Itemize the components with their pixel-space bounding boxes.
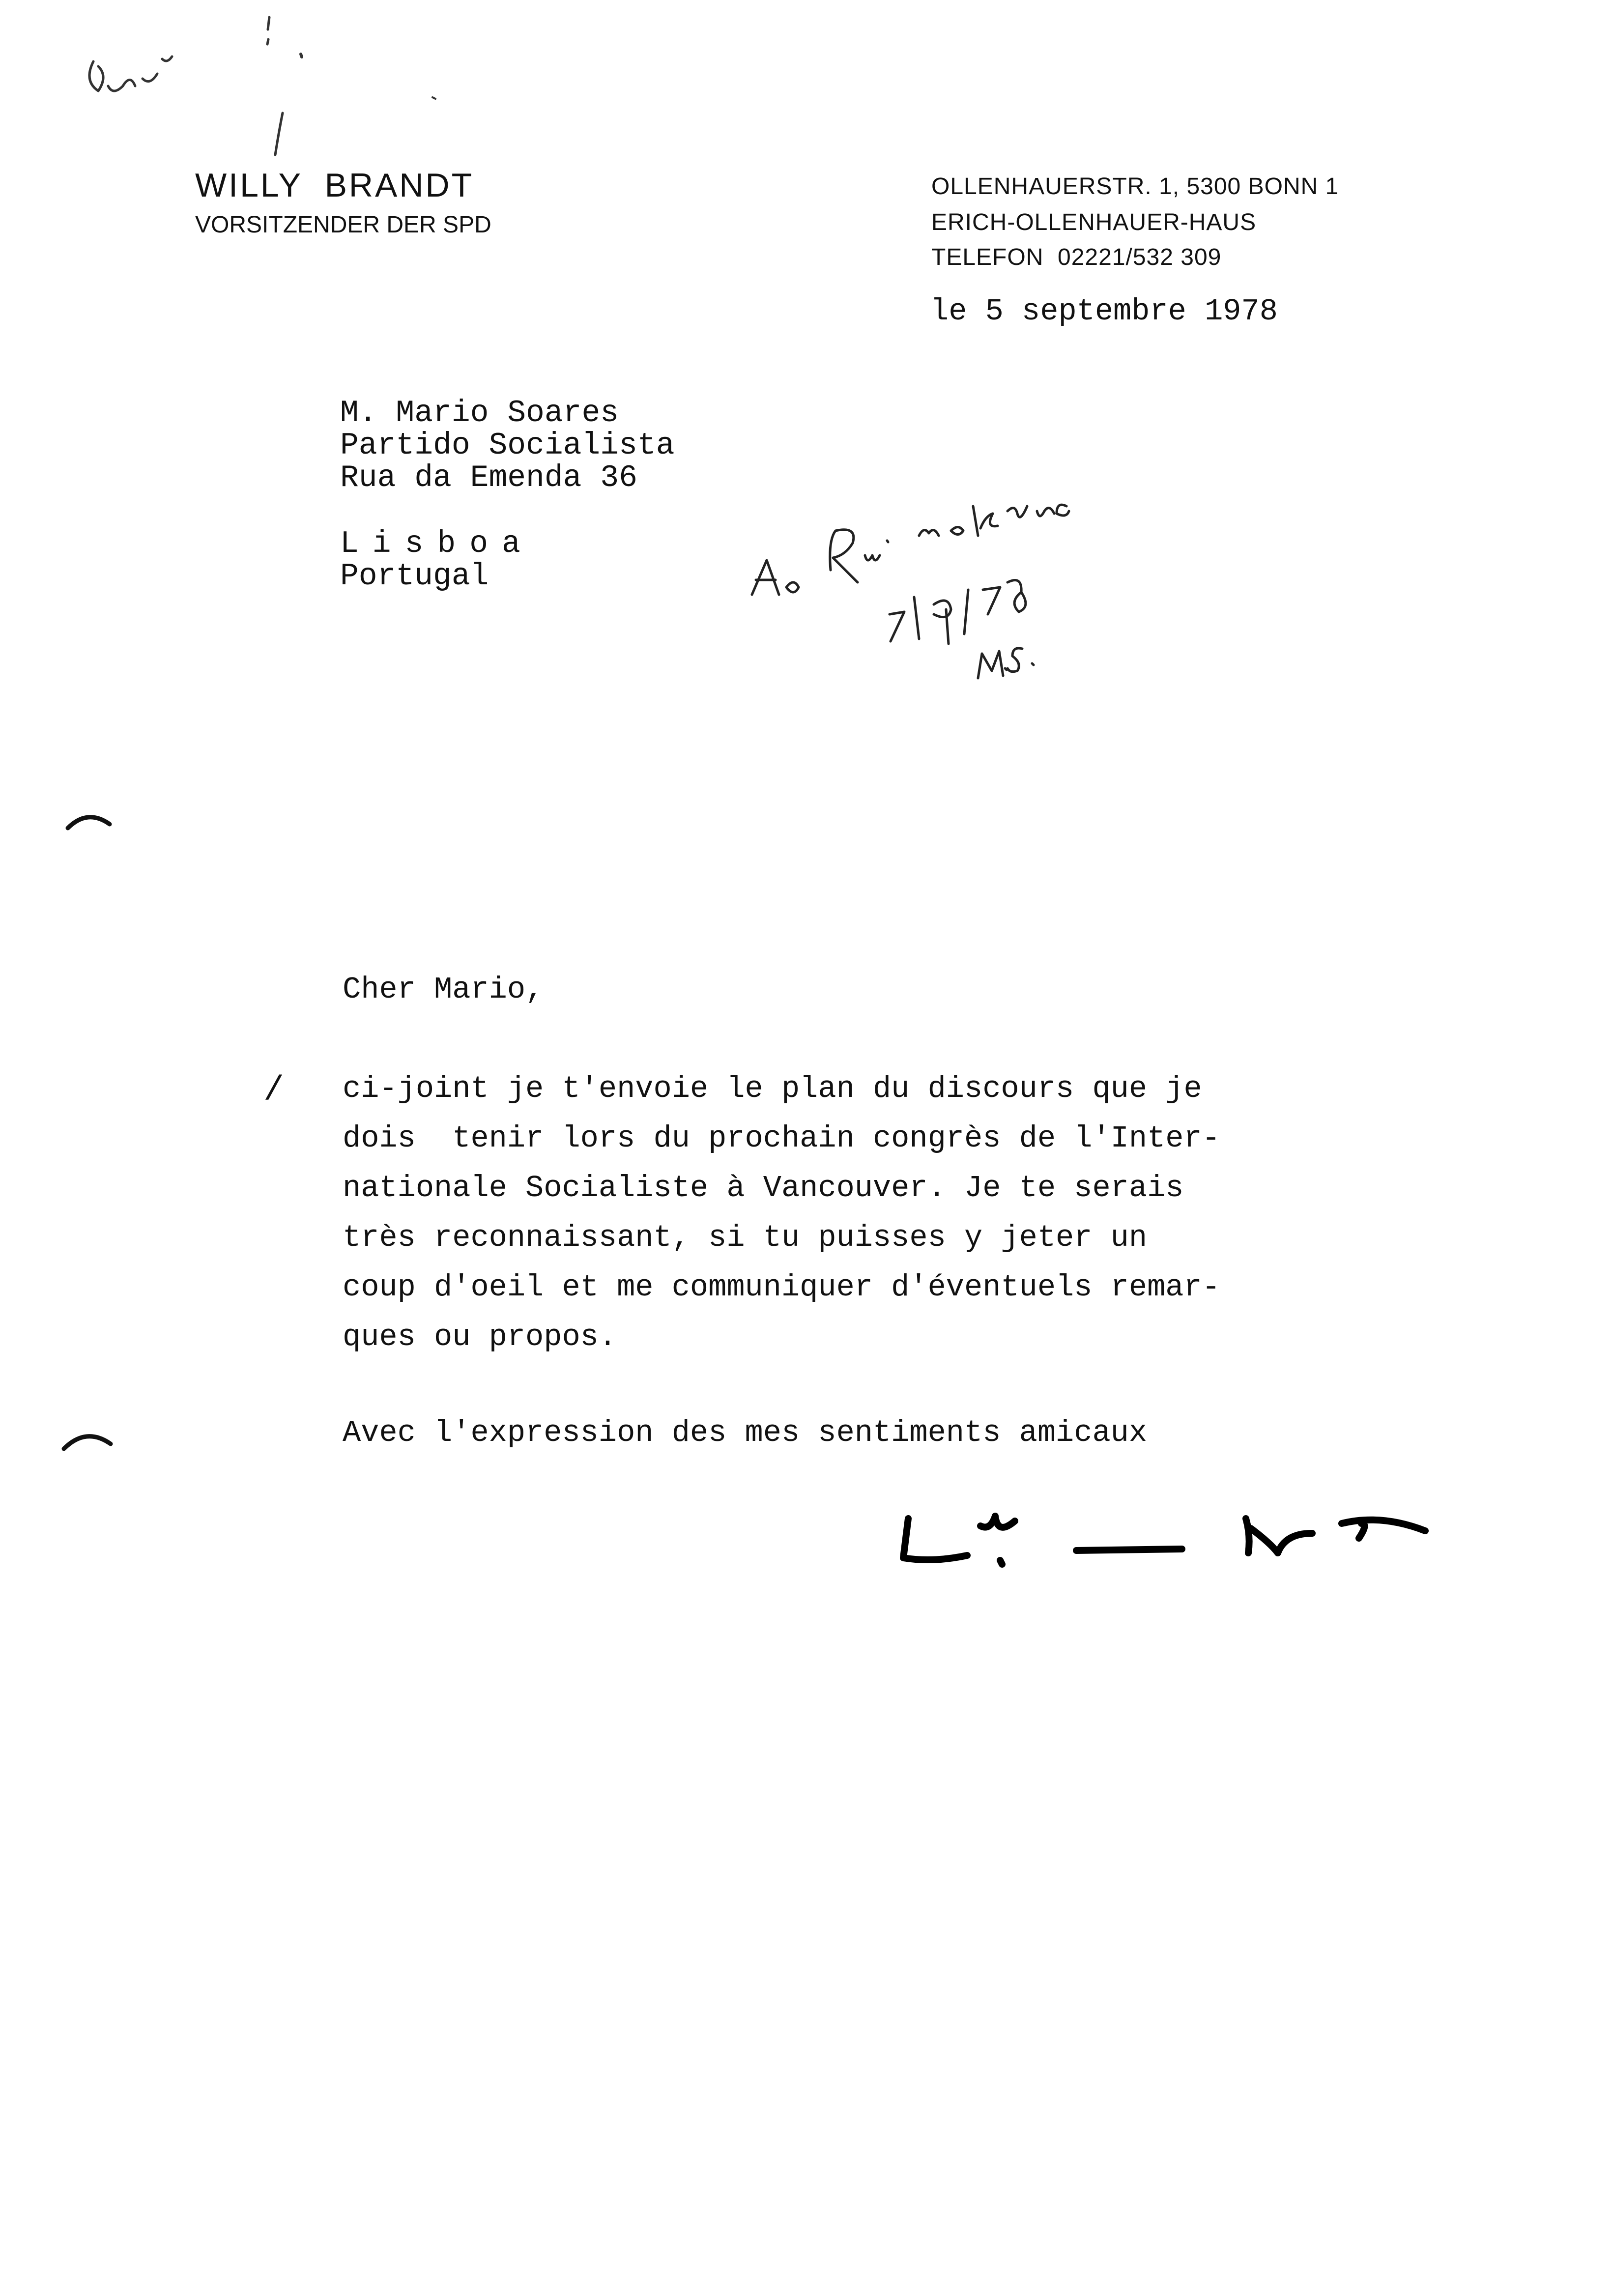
top-dot-mark xyxy=(301,54,302,57)
signature xyxy=(903,1516,1425,1564)
body-line-6: ques ou propos. xyxy=(343,1320,617,1354)
sender-address-line-2: ERICH-OLLENHAUER-HAUS xyxy=(931,209,1257,235)
corner-scribble xyxy=(89,57,172,91)
handwritten-annotation xyxy=(752,505,1069,678)
body-line-4: très reconnaissant, si tu puisses y jeter un xyxy=(343,1220,1148,1255)
salutation: Cher Mario, xyxy=(343,972,544,1007)
sender-phone: TELEFON 02221/532 309 xyxy=(931,244,1222,270)
sender-name: WILLY BRANDT xyxy=(195,167,474,204)
recipient-name: M. Mario Soares xyxy=(340,396,619,430)
recipient-organization: Partido Socialista xyxy=(340,428,675,463)
short-stroke-mark xyxy=(275,113,283,155)
closing: Avec l'expression des mes sentiments amicaux xyxy=(343,1415,1148,1450)
recipient-street: Rua da Emenda 36 xyxy=(340,460,637,495)
top-tick-mark xyxy=(267,17,269,44)
body-line-2: dois tenir lors du prochain congrès de l'Inter- xyxy=(343,1121,1220,1156)
recipient-country: Portugal xyxy=(340,559,489,594)
body-line-1: ci-joint je t'envoie le plan du discours que je xyxy=(343,1071,1202,1106)
top-dash-mark xyxy=(432,97,435,99)
body-line-3: nationale Socialiste à Vancouver. Je te serais xyxy=(343,1171,1184,1205)
body-line-5: coup d'oeil et me communiquer d'éventuels remar- xyxy=(343,1270,1220,1305)
sender-title: VORSITZENDER DER SPD xyxy=(195,212,491,238)
recipient-city: Lisboa xyxy=(340,526,534,561)
letter-date: le 5 septembre 1978 xyxy=(930,294,1278,329)
margin-mark: / xyxy=(263,1071,285,1110)
sender-address-line-1: OLLENHAUERSTR. 1, 5300 BONN 1 xyxy=(931,173,1339,200)
punch-mark-bottom xyxy=(64,1436,111,1449)
punch-mark-top xyxy=(68,817,110,828)
